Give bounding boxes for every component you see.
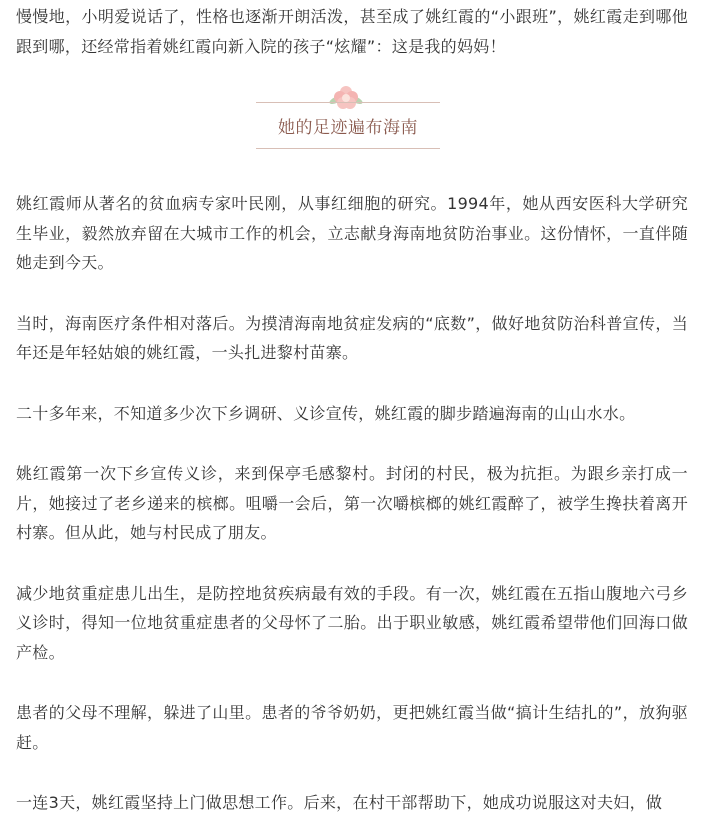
paragraph-2: 当时，海南医疗条件相对落后。为摸清海南地贫症发病的“底数”，做好地贫防治科普宣传，当年还是年轻姑娘的姚红霞，一头扎进黎村苗寨。: [16, 313, 688, 362]
section-heading: [16, 61, 688, 189]
paragraph-1: 姚红霞师从著名的贫血病专家叶民刚，从事红细胞的研究。1994年，她从西安医科大学研究生毕业，毅然放弃留在大城市工作的机会，立志献身海南地贫防治事业。这份情怀，一直伴随她走到今天。: [16, 194, 688, 272]
paragraph-4: 姚红霞第一次下乡宣传义诊，来到保亭毛感黎村。封闭的村民，极为抗拒。为跟乡亲打成一片，她接过了老乡递来的槟榔。咀嚼一会后，第一次嚼槟榔的姚红霞醉了，被学生搀扶着离开村寨。但从此，她与村民成了朋友。: [16, 464, 688, 542]
article-body: [16, 2, 688, 818]
paragraph-3: 二十多年来，不知道多少次下乡调研、义诊宣传，姚红霞的脚步踏遍海南的山山水水。: [16, 403, 636, 423]
paragraph-7: 一连3天，姚红霞坚持上门做思想工作。后来，在村干部帮助下，她成功说服这对夫妇，做: [16, 793, 663, 812]
section-heading-box: [256, 102, 440, 149]
paragraph-intro: 慢慢地，小明爱说话了，性格也逐渐开朗活泼，甚至成了姚红霞的“小跟班”，姚红霞走到哪他跟到哪，还经常指着姚红霞向新入院的孩子“炫耀”：这是我的妈妈！: [16, 7, 688, 56]
section-heading-text: 她的足迹遍布海南: [278, 118, 418, 138]
paragraph-5: 减少地贫重症患儿出生，是防控地贫疾病最有效的手段。有一次，姚红霞在五指山腹地六弓乡义诊时，得知一位地贫重症患者的父母怀了二胎。出于职业敏感，姚红霞希望带他们回海口做产检。: [16, 583, 688, 662]
paragraph-6: 患者的父母不理解，躲进了山里。患者的爷爷奶奶，更把姚红霞当做“搞计生结扎的”，放狗驱赶。: [16, 703, 688, 752]
